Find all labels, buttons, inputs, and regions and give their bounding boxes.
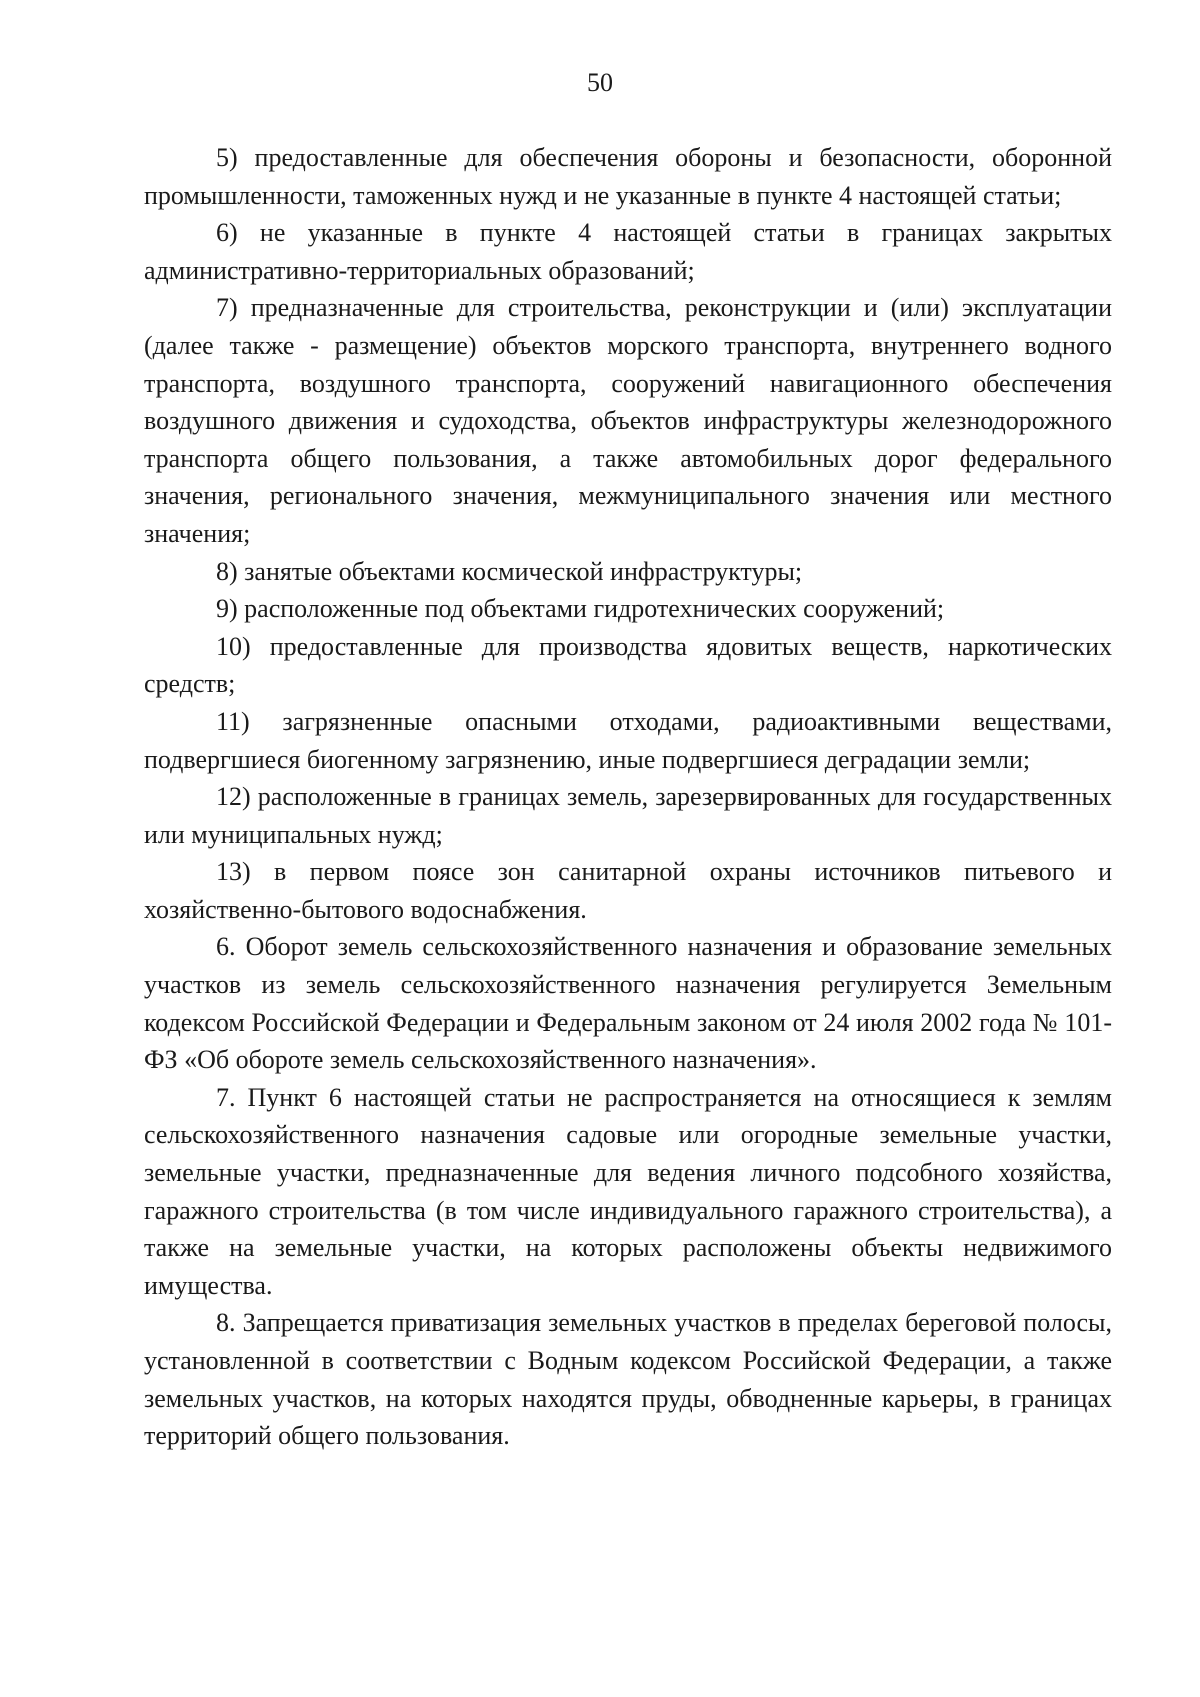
paragraph-item-5: 5) предоставленные для обеспечения обороны и безопасности, оборонной промышленности, таможенных нужд и не указанные в пункте 4 настоящей статьи; — [144, 143, 1112, 210]
paragraph-clause-8: 8. Запрещается приватизация земельных участков в пределах береговой полосы, установленной в соответствии с Водным кодексом Российской Федерации, а также земельных участков, на которых находятся пруды, обводненные карьеры, в границах территорий общего пользования. — [144, 1308, 1112, 1451]
paragraph-item-7: 7) предназначенные для строительства, реконструкции и (или) эксплуатации (далее также - размещение) объектов морского транспорта, внутреннего водного транспорта, воздушного транспорта, сооружений навигационного обеспечения воздушного движения и судоходства, объектов инфраструктуры железнодорожного транспорта общего пользования, а также автомобильных дорог федерального значения, регионального значения, межмуниципального значения или местного значения; — [144, 293, 1112, 548]
paragraph-item-9: 9) расположенные под объектами гидротехнических сооружений; — [216, 594, 945, 624]
paragraph-item-10: 10) предоставленные для производства ядовитых веществ, наркотических средств; — [144, 631, 1112, 699]
paragraph-item-13: 13) в первом поясе зон санитарной охраны источников питьевого и хозяйственно-бытового водоснабжения. — [144, 857, 1112, 924]
paragraph-item-12: 12) расположенные в границах земель, зарезервированных для государственных или муниципальных нужд; — [144, 782, 1112, 849]
page-number: 50 — [587, 68, 613, 97]
paragraph-item-8: 8) занятые объектами космической инфраструктуры; — [216, 556, 803, 586]
paragraph-item-6: 6) не указанные в пункте 4 настоящей статьи в границах закрытых административно-территориальных образований; — [144, 218, 1112, 285]
paragraph-clause-6: 6. Оборот земель сельскохозяйственного назначения и образование земельных участков из земель сельскохозяйственного назначения регулируется Земельным кодексом Российской Федерации и Федеральным законом от 24 июля 2002 года № 101-ФЗ «Об обороте земель сельскохозяйственного назначения». — [144, 932, 1112, 1075]
paragraph-item-11: 11) загрязненные опасными отходами, радиоактивными веществами, подвергшиеся биогенному загрязнению, иные подвергшиеся деградации земли; — [144, 706, 1112, 774]
paragraph-clause-7: 7. Пункт 6 настоящей статьи не распространяется на относящиеся к землям сельскохозяйственного назначения садовые или огородные земельные участки, земельные участки, предназначенные для ведения личного подсобного хозяйства, гаражного строительства (в том числе индивидуального гаражного строительства), а также на земельные участки, на которых расположены объекты недвижимого имущества. — [144, 1082, 1112, 1300]
document-body — [144, 139, 1112, 1455]
